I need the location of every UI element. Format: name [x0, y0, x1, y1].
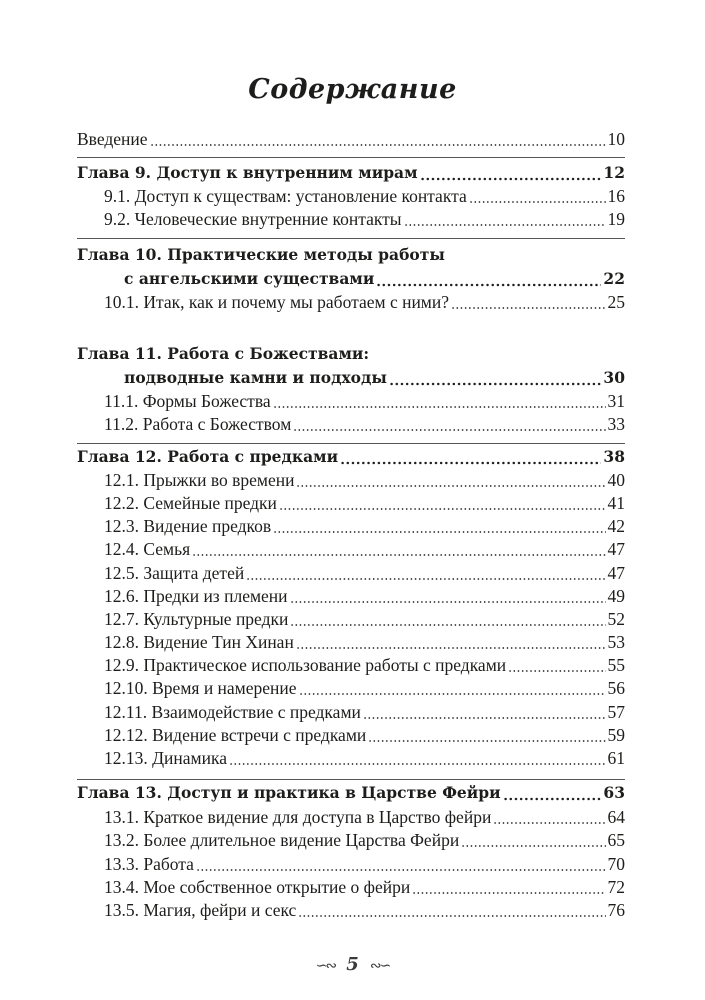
toc-entry-label: 12.2. Семейные предки	[104, 493, 277, 513]
dot-leader	[279, 491, 606, 515]
toc-entry-page: 40	[607, 470, 625, 490]
toc-entry-label: 12.1. Прыжки во времени	[104, 470, 295, 490]
toc-entry[interactable]	[104, 898, 625, 922]
dot-leader	[293, 412, 605, 436]
toc-entry-page: 30	[603, 368, 625, 387]
dot-leader	[229, 746, 605, 770]
toc-entry-label: 12.13. Динамика	[104, 748, 228, 768]
divider	[77, 779, 625, 780]
toc-chapter[interactable]	[77, 781, 625, 805]
toc-entry[interactable]	[104, 514, 625, 538]
toc-entry-label: 12.5. Защита детей	[104, 563, 245, 583]
toc-entry-label: Глава 9. Доступ к внутренним мирам	[77, 163, 418, 182]
toc-entry-page: 22	[603, 269, 625, 288]
dot-leader	[420, 161, 602, 185]
toc-chapter[interactable]	[124, 267, 625, 291]
dot-leader	[412, 875, 605, 899]
toc-entry-label: 11.2. Работа с Божеством	[104, 414, 292, 434]
toc-chapter[interactable]	[77, 445, 625, 469]
toc-entry-label: 12.4. Семья	[104, 539, 191, 559]
divider	[77, 238, 625, 239]
toc-entry[interactable]	[104, 184, 625, 208]
toc-chapter[interactable]	[77, 243, 625, 267]
dot-leader	[296, 630, 606, 654]
toc-entry-label: 12.10. Время и намерение	[104, 678, 297, 698]
toc-entry-page: 59	[607, 725, 625, 745]
toc-entry-page: 57	[607, 702, 625, 722]
toc-chapter[interactable]	[77, 342, 625, 366]
dot-leader	[196, 852, 606, 876]
toc-entry-page: 33	[607, 414, 625, 434]
toc-entry-page: 64	[607, 807, 625, 827]
toc-entry[interactable]	[104, 805, 625, 829]
dot-leader	[389, 366, 602, 390]
toc-entry[interactable]	[104, 290, 625, 314]
toc-entry-page: 61	[607, 748, 625, 768]
toc-entry-label: Глава 12. Работа с предками	[77, 447, 339, 466]
page-title: Содержание	[248, 74, 457, 105]
toc-entry[interactable]	[104, 412, 625, 436]
dot-leader	[461, 828, 605, 852]
toc-entry-page: 52	[607, 609, 625, 629]
dot-leader	[493, 805, 605, 829]
toc-entry-page: 47	[607, 563, 625, 583]
dot-leader	[273, 389, 606, 413]
dot-leader	[246, 561, 605, 585]
toc-entry-label: 9.2. Человеческие внутренние контакты	[104, 209, 402, 229]
toc-entry-label: 13.5. Магия, фейри и секс	[104, 900, 297, 920]
dot-leader	[290, 607, 605, 631]
flourish-right-icon: ∾∽	[369, 958, 390, 974]
toc-entry[interactable]	[104, 607, 625, 631]
toc-entry[interactable]	[104, 676, 625, 700]
toc-chapter[interactable]	[77, 161, 625, 185]
toc-entry-page: 55	[607, 655, 625, 675]
toc-entry[interactable]	[104, 852, 625, 876]
toc-entry[interactable]	[104, 700, 625, 724]
toc-entry-label: 13.1. Краткое видение для доступа в Царство фейри	[104, 807, 492, 827]
toc-entry[interactable]	[104, 723, 625, 747]
page-number: 5	[346, 954, 359, 975]
dot-leader	[150, 127, 606, 151]
toc-entry-label: 12.9. Практическое использование работы с предками	[104, 655, 507, 675]
toc-entry-label: 10.1. Итак, как и почему мы работаем с ними?	[104, 292, 450, 312]
dot-leader	[273, 514, 605, 538]
divider	[77, 443, 625, 444]
dot-leader	[192, 537, 605, 561]
toc-entry-page: 10	[607, 129, 625, 149]
toc-entry-page: 72	[607, 877, 625, 897]
toc-entry-label: подводные камни и подходы	[124, 368, 387, 387]
toc-entry[interactable]	[104, 491, 625, 515]
dot-leader	[451, 290, 605, 314]
toc-entry-label: 12.8. Видение Тин Хинан	[104, 632, 294, 652]
toc-entry-page: 56	[607, 678, 625, 698]
dot-leader	[508, 653, 605, 677]
toc-entry-label: Глава 11. Работа с Божествами:	[77, 344, 370, 363]
dot-leader	[290, 584, 606, 608]
toc-entry-page: 19	[607, 209, 625, 229]
toc-entry-page: 38	[603, 447, 625, 466]
toc-entry-label: 12.7. Культурные предки	[104, 609, 289, 629]
toc-entry[interactable]	[104, 746, 625, 770]
dot-leader	[363, 700, 606, 724]
toc-entry-page: 53	[607, 632, 625, 652]
toc-entry-page: 63	[603, 783, 625, 802]
toc-entry[interactable]	[104, 537, 625, 561]
toc-entry[interactable]	[104, 630, 625, 654]
toc-entry-label: 13.3. Работа	[104, 854, 194, 874]
toc-entry-label: Глава 13. Доступ и практика в Царстве Фейри	[77, 783, 501, 802]
toc-entry-page: 76	[607, 900, 625, 920]
toc-entry-page: 70	[607, 854, 625, 874]
toc-entry-label: Глава 10. Практические методы работы	[77, 245, 445, 264]
toc-entry-page: 42	[607, 516, 625, 536]
toc-entry-page: 65	[607, 830, 625, 850]
toc-chapter[interactable]	[124, 366, 625, 390]
toc-chapter[interactable]	[77, 127, 625, 151]
toc-entry[interactable]	[104, 875, 625, 899]
toc-entry-page: 12	[603, 163, 625, 182]
dot-leader	[298, 898, 605, 922]
dot-leader	[296, 468, 605, 492]
toc-entry[interactable]	[104, 389, 625, 413]
toc-entry[interactable]	[104, 653, 625, 677]
toc-entry-page: 16	[607, 186, 625, 206]
dot-leader	[404, 207, 606, 231]
toc-entry[interactable]	[104, 561, 625, 585]
dot-leader	[503, 781, 602, 805]
toc-entry-page: 31	[607, 391, 625, 411]
dot-leader	[376, 267, 601, 291]
toc-entry[interactable]	[104, 207, 625, 231]
toc-entry-page: 41	[607, 493, 625, 513]
dot-leader	[469, 184, 606, 208]
toc-entry-page: 49	[607, 586, 625, 606]
toc-entry-label: с ангельскими существами	[124, 269, 375, 288]
toc-entry-label: 13.4. Мое собственное открытие о фейри	[104, 877, 411, 897]
toc-entry-label: Введение	[77, 129, 148, 149]
toc-entry-label: 12.3. Видение предков	[104, 516, 272, 536]
toc-entry[interactable]	[104, 584, 625, 608]
toc-entry-label: 9.1. Доступ к существам: установление контакта	[104, 186, 467, 206]
page-footer	[0, 954, 705, 975]
toc-entry-label: 12.11. Взаимодействие с предками	[104, 702, 361, 722]
dot-leader	[340, 445, 601, 469]
flourish-left-icon: ∽∾	[315, 958, 336, 974]
dot-leader	[299, 676, 606, 700]
toc-entry-label: 11.1. Формы Божества	[104, 391, 271, 411]
toc-entry-label: 13.2. Более длительное видение Царства Фейри	[104, 830, 460, 850]
toc-entry-label: 12.6. Предки из племени	[104, 586, 288, 606]
divider	[77, 157, 625, 158]
toc-entry[interactable]	[104, 828, 625, 852]
toc-entry[interactable]	[104, 468, 625, 492]
toc-entry-page: 47	[607, 539, 625, 559]
toc-entry-page: 25	[607, 292, 625, 312]
dot-leader	[368, 723, 605, 747]
toc-entry-label: 12.12. Видение встречи с предками	[104, 725, 367, 745]
